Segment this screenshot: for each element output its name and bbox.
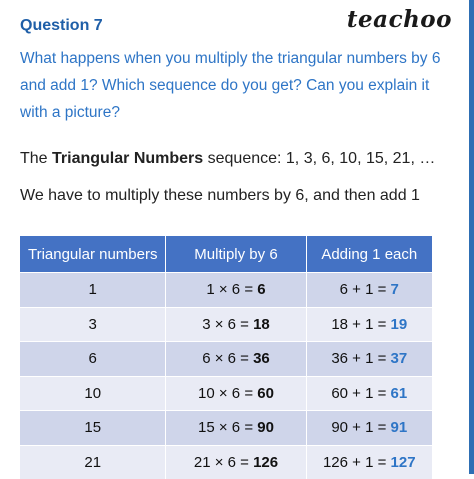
multiply-expr: 3 × 6 = <box>202 315 254 333</box>
triangular-value: 6 <box>88 350 97 368</box>
cell-triangular <box>20 273 166 308</box>
cell-multiply <box>166 411 306 446</box>
adding-expr: 18 + 1 = <box>331 315 391 333</box>
header-triangular: Triangular numbers <box>20 236 166 273</box>
adding-result: 37 <box>390 350 408 368</box>
cell-adding <box>306 411 432 446</box>
multiply-expr: 10 × 6 = <box>198 384 258 402</box>
adding-expr: 36 + 1 = <box>331 350 391 368</box>
multiply-result: 60 <box>257 384 274 402</box>
multiply-result: 18 <box>253 315 270 333</box>
line1-suffix: sequence: 1, 3, 6, 10, 15, 21, … <box>203 150 436 167</box>
right-accent-bar <box>469 0 474 474</box>
adding-result: 7 <box>390 281 399 299</box>
table-row <box>20 307 432 342</box>
table-row <box>20 411 432 446</box>
multiply-expr: 6 × 6 = <box>202 350 254 368</box>
triangular-value: 10 <box>84 384 102 402</box>
adding-result: 91 <box>390 419 408 437</box>
header-adding: Adding 1 each <box>306 236 432 273</box>
triangular-value: 15 <box>84 419 102 437</box>
multiply-result: 36 <box>253 350 270 368</box>
cell-triangular <box>20 411 166 446</box>
table-row <box>20 342 432 377</box>
cell-adding <box>306 307 432 342</box>
adding-expr: 90 + 1 = <box>331 419 391 437</box>
cell-adding <box>306 273 432 308</box>
line1-bold-term: Triangular Numbers <box>52 150 204 167</box>
adding-expr: 6 + 1 = <box>339 281 391 299</box>
multiply-expr: 15 × 6 = <box>198 419 258 437</box>
cell-triangular <box>20 342 166 377</box>
question-text: What happens when you multiply the triangular numbers by 6 and add 1? Which sequence do you get? Can you explain it with a picture? <box>20 50 441 121</box>
cell-multiply <box>166 307 306 342</box>
adding-result: 127 <box>390 453 416 471</box>
line1-prefix: The <box>20 150 53 167</box>
adding-expr: 60 + 1 = <box>331 384 391 402</box>
triangular-value: 21 <box>84 453 102 471</box>
adding-result: 61 <box>390 384 408 402</box>
table-row <box>20 376 432 411</box>
multiply-result: 126 <box>253 453 279 471</box>
multiply-expr: 21 × 6 = <box>193 453 254 471</box>
cell-triangular <box>20 307 166 342</box>
triangular-value: 1 <box>88 281 97 299</box>
table-header-row <box>20 236 432 273</box>
triangular-value: 3 <box>88 315 97 333</box>
multiply-result: 90 <box>257 419 274 437</box>
multiply-expr: 1 × 6 = <box>206 281 258 299</box>
teachoo-logo: teachoo <box>346 6 452 33</box>
cell-multiply <box>166 273 306 308</box>
cell-multiply <box>166 342 306 377</box>
adding-result: 19 <box>390 315 408 333</box>
question-label: Question 7 <box>20 17 103 34</box>
cell-adding <box>306 376 432 411</box>
cell-triangular <box>20 376 166 411</box>
triangular-sequence-line <box>20 150 435 168</box>
cell-multiply <box>166 376 306 411</box>
results-table <box>20 236 432 479</box>
header-multiply: Multiply by 6 <box>166 236 306 273</box>
multiply-result: 6 <box>257 281 266 299</box>
cell-adding <box>306 342 432 377</box>
instruction-line: We have to multiply these numbers by 6, and then add 1 <box>20 187 420 204</box>
adding-expr: 126 + 1 = <box>322 453 391 471</box>
table-row <box>20 273 432 308</box>
